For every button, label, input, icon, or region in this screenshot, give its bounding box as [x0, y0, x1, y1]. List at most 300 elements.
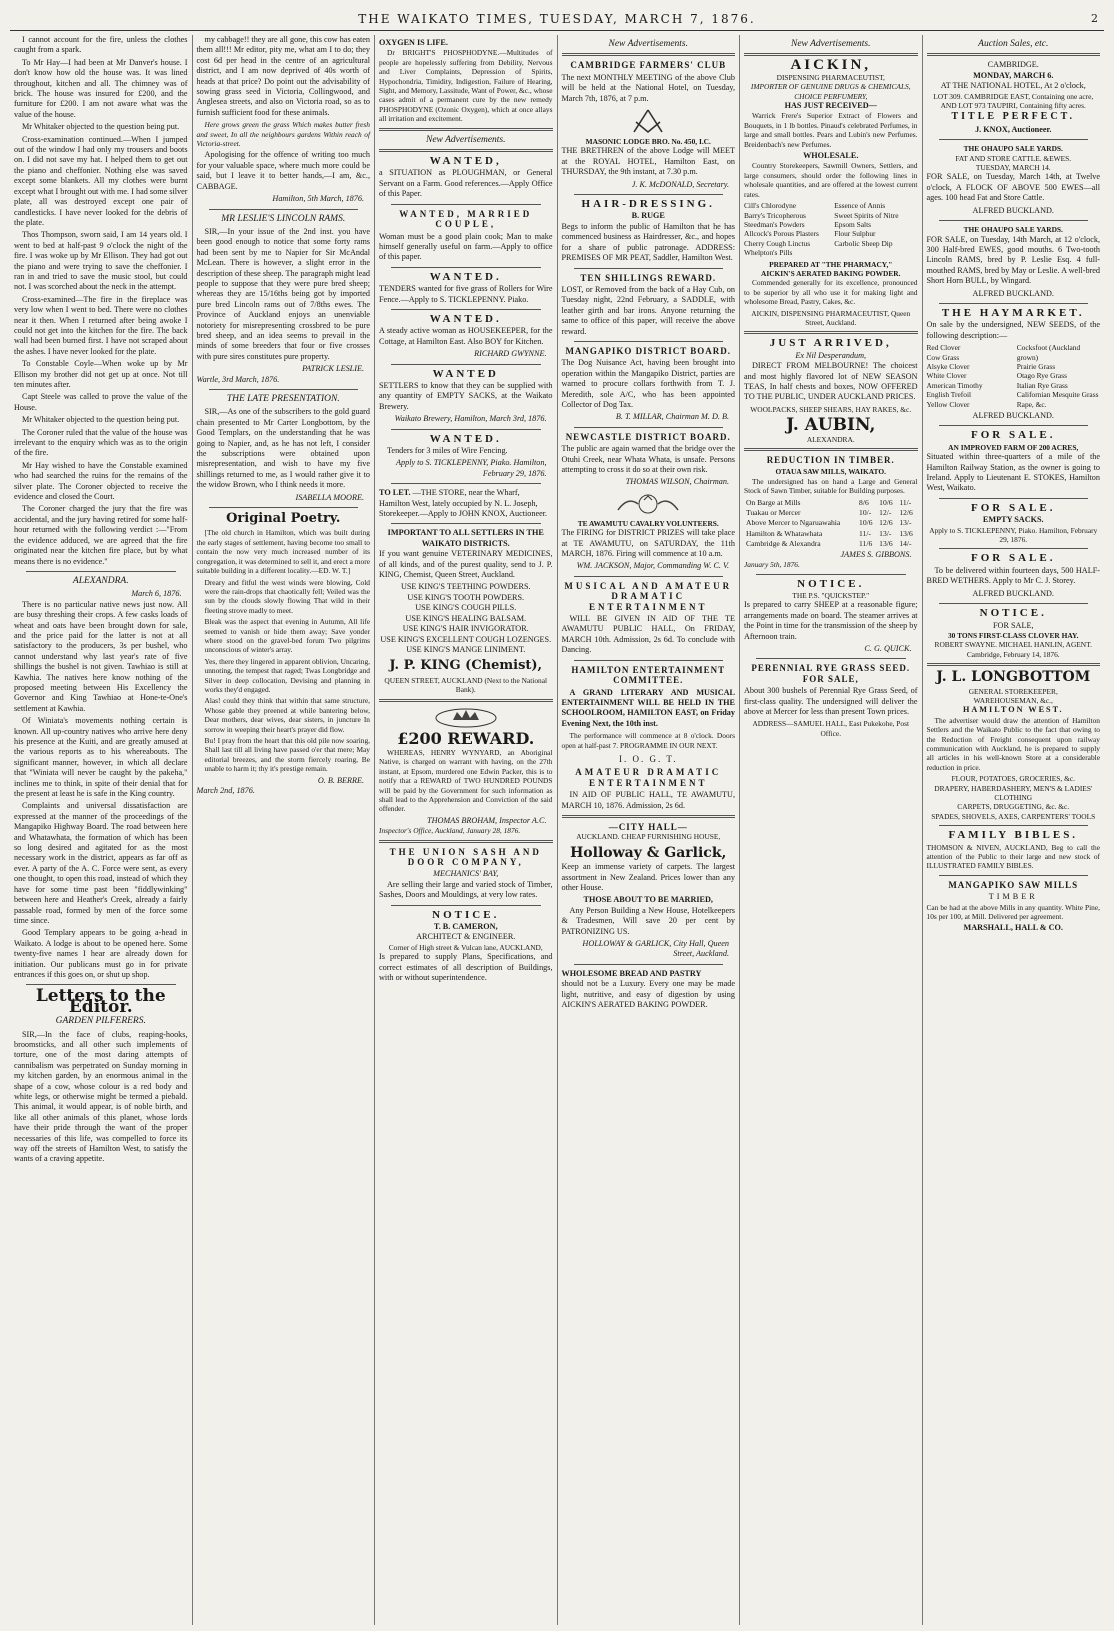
article-paragraph: The Coroner charged the jury that the fire was accidental, and the jury having retired for some half-hour returned with the following verdict :—"From the evidence adduced, we are agreed that the fire originated near the kitchen fire place, but by what means there is no evidence." — [14, 504, 188, 566]
ad-text: Tenders for 3 miles of Wire Fencing. — [387, 446, 508, 455]
ad-title: WANTED, — [429, 155, 502, 168]
article-paragraph: Mr Whitaker objected to the question being put. — [22, 122, 180, 132]
dateline: Hamilton, 5th March, 1876. — [272, 194, 364, 204]
list-item: Flour Sulphur — [834, 229, 876, 239]
ad-subtitle: MONDAY, MARCH 6. — [973, 70, 1054, 80]
ad-newcastle-board — [562, 432, 736, 488]
poem-stanza: Dreary and fitful the west winds were blowing, Cold were the rain-drops that chaotically fell; Veiled was the sun by the clouds slowly flowing That wild in their fleeting strove madly to meet. — [204, 577, 370, 615]
ad-just-arrived — [744, 338, 918, 444]
ad-text: Country Storekeepers, Sawmill Owners, Settlers, and large consumers, should order the following lines in wholesale quantities, and are offered at the lowest current rates. — [744, 161, 918, 199]
price-table — [744, 498, 918, 550]
ad-text: To be delivered within fourteen days, 500 HALF-BRED WETHERS. Apply to Mr C. J. Storey. — [926, 565, 1100, 586]
ad-subtitle: TITLE PERFECT. — [951, 111, 1075, 123]
list-item: Californian Mesquite Grass — [1016, 390, 1099, 400]
article-paragraph: Mr Whitaker objected to the question being put. — [22, 415, 180, 425]
ad-wanted-fencing — [379, 434, 553, 480]
signature: J. K. McDONALD, Secretary. — [631, 179, 729, 189]
ad-title: CAMBRIDGE. — [987, 60, 1039, 70]
ad-phosphodyne — [379, 38, 553, 124]
ad-title: AMATEUR DRAMATIC ENTERTAINMENT — [575, 767, 722, 788]
ad-subtitle: AICKIN'S AERATED BAKING POWDER. — [761, 268, 901, 278]
columns — [10, 35, 1104, 1625]
ad-title: NOTICE. — [432, 908, 500, 921]
signature: WM. JACKSON, Major, Commanding W. C. V. — [576, 561, 729, 571]
article-paragraph: Cross-examined—The fire in the fireplace was very low when I went to bed. There were no clothes near it then. When I returned after being awoke I could not get into the kitchen for the fire. The back wall had been burned first. I have not scraped about the ashes. I have never looked for the plate. — [14, 294, 188, 356]
divider — [927, 663, 1101, 666]
ad-ohaupo-2 — [927, 225, 1101, 299]
table-cell: Hamilton & Whatawhata — [746, 528, 823, 538]
ad-title: PERENNIAL RYE GRASS SEED. FOR SALE, — [751, 663, 911, 684]
ad-subtitle: HAS JUST RECEIVED— — [784, 101, 877, 111]
table-cell: 10/6 — [879, 497, 893, 507]
dateline: March 2nd, 1876. — [196, 786, 255, 796]
table-cell: 14/- — [899, 539, 912, 549]
ad-title: HAIR-DRESSING. — [581, 198, 715, 211]
divider — [209, 389, 359, 390]
ad-title: THE UNION SASH AND DOOR COMPANY, — [389, 846, 542, 867]
ad-text: If you want genuine VETERINARY MEDICINES, of all kinds, and of the purest quality, send to J. P. KING, Chemist, Queen Street, Auckland. — [379, 549, 553, 580]
list-item: Otago Rye Grass — [1016, 371, 1067, 381]
ad-text: IN AID OF PUBLIC HALL, TE AWAMUTU, MARCH 10, 1876. Admission, 2s 6d. — [561, 790, 735, 810]
ad-title: OXYGEN IS LIFE. — [379, 38, 448, 47]
table-cell: 10/6 — [859, 518, 873, 528]
table-cell: 12/6 — [879, 518, 893, 528]
table-cell: 12/6 — [899, 508, 913, 518]
divider — [209, 209, 359, 210]
royal-coat-of-arms-icon — [608, 492, 688, 516]
signature: ALFRED BUCKLAND. — [972, 588, 1054, 598]
list-item: CARPETS, DRUGGETING, &c. &c. — [957, 802, 1070, 812]
signature: THOMAS WILSON, Chairman. — [625, 477, 729, 487]
ad-address: Corner of High street & Vulcan lane, AUCKLAND, — [388, 942, 543, 952]
divider — [379, 840, 553, 843]
divider — [391, 309, 541, 310]
table-cell: Cambridge & Alexandra — [746, 539, 821, 549]
divider — [756, 574, 906, 575]
ad-wethers — [927, 553, 1101, 599]
ad-text: Any Person Building a New House, Hotelkeepers & Tradesmen, Will save 20 per cent by PATRONIZING US. — [561, 905, 735, 936]
ad-title: NEWCASTLE DISTRICT BOARD. — [565, 431, 731, 442]
letter-paragraph: SIR,—In your issue of the 2nd inst. you have been good enough to notice that some forty rams had been sent by me to Napier for Sir McAndal McLean. There is however, a slight error in the description of these sheep. The paragraph might lead people to suppose that they were pure bred sheep; whereas they are 15/16ths being got by imported pure bred Lincoln rams out of 7/8ths ewes. The Province of Auckland enjoys an unenviable notoriety for misrepresenting crossbred to be pure bred sheep, and an idea seems to prevail in the minds of some breeders that four or five crosses with pure sires constitutes pure property. — [196, 226, 370, 361]
divider — [939, 825, 1089, 826]
divider — [379, 149, 553, 152]
article-paragraph: To Mr Hay—I had been at Mr Danver's house. I don't know how old the house was. It was lined throughout, kitchen and all. The chimney was of brick. The house was insured for £200, and the furniture for £200. I am not aware what was the value of the house. — [14, 57, 188, 119]
divider — [379, 699, 553, 702]
divider — [744, 448, 918, 451]
ad-masonic — [562, 108, 736, 190]
letter-paragraph: SIR,—As one of the subscribers to the gold guard chain presented to Mr Carter Longbottom, by the Good Templars, on the understanding that he was going to Napier, and, as he has not left, I consider the subscriptions were obtained upon misrepresentation, and wish to have my five shillings returned to me, as I would rather give it to the widow Brown, who I think needs it more. — [196, 407, 370, 490]
signature: C. G. QUICK. — [864, 643, 912, 653]
divider — [562, 53, 736, 56]
divider — [391, 267, 541, 268]
list-item: Cow Grass — [926, 352, 960, 362]
ad-subtitle: PREPARED AT "THE PHARMACY," — [769, 259, 893, 269]
article-paragraph: Mr Hay wished to have the Constable examined who had searched the ruins for the remains of the silver plate. The Coroner objected to receive the evidence and closed the Court. — [14, 460, 188, 502]
signature: O. B. BERRE. — [317, 775, 364, 785]
ad-title: FOR SALE. — [971, 501, 1056, 514]
ad-text: TENDERS wanted for five grass of Rollers for Wire Fence.—Apply to S. TICKLEPENNY. Piako. — [379, 284, 553, 304]
ad-farm-for-sale — [927, 430, 1101, 493]
ad-title: THE OHAUPO SALE YARDS. — [963, 144, 1063, 154]
column-3 — [375, 35, 558, 1625]
ad-brand: T. B. CAMERON, — [433, 922, 498, 932]
list-item: USE KING'S TOOTH POWDERS. — [407, 592, 525, 602]
column-5 — [740, 35, 923, 1625]
table-cell: 13/- — [899, 518, 912, 528]
table-cell: 13/6 — [899, 528, 913, 538]
ad-subtitle: ALEXANDRA. — [806, 434, 855, 444]
ad-wanted-ploughman — [379, 156, 553, 200]
table-cell: 12/- — [879, 508, 892, 518]
ad-text: Is prepared to carry SHEEP at a reasonable figure; arrangements made on board. The steamer arrives at the Point in time for the transmission of the sheep by Afternoon train. — [744, 600, 918, 641]
ad-subtitle: FAT AND STORE CATTLE. &EWES. — [955, 153, 1072, 163]
product-list — [379, 582, 553, 655]
dateline: Wartle, 3rd March, 1876. — [196, 374, 280, 384]
ad-text: LOST, or Removed from the back of a Hay Cub, on Tuesday night, 22nd February, a SADDLE, with leather girth and bar irons. Anyone returning the same to office of this paper, will receive the above reward. — [561, 284, 735, 336]
ad-title: THE HAYMARKET. — [941, 306, 1085, 319]
ad-text: About 300 bushels of Perennial Rye Grass Seed, of first-class quality. The undersigned will deliver the above at Mercer for less than present Town prices. — [744, 686, 918, 716]
ad-subtitle: EMPTY SACKS. — [982, 515, 1044, 525]
ad-title: TEN SHILLINGS REWARD. — [580, 272, 717, 283]
ad-hamilton-entertainment — [562, 665, 736, 750]
ad-subtitle: WHOLESALE. — [803, 151, 859, 161]
ad-title: REDUCTION IN TIMBER. — [766, 455, 895, 466]
divider — [939, 220, 1089, 221]
list-item: English Trefoil — [926, 390, 972, 400]
table-cell: 11/- — [859, 528, 871, 538]
article-paragraph: The Coroner ruled that the value of the house was irrelevant to the enquiry which was as to the origin of the fire. — [14, 427, 188, 458]
article-paragraph: Capt Steele was called to prove the value of the House. — [14, 392, 188, 412]
divider — [391, 204, 541, 205]
ad-subtitle: IMPORTER OF GENUINE DRUGS & CHEMICALS, CHOICE PERFUMERY, — [750, 82, 911, 101]
ad-title: CAMBRIDGE FARMERS' CLUB — [570, 60, 727, 71]
table-cell: 13/- — [879, 528, 892, 538]
signature: THOMAS BROHAM, Inspector A.C. — [427, 815, 547, 825]
ad-address: AICKIN, DISPENSING PHARMACEUTIST, Queen Street, Auckland. — [751, 308, 911, 327]
signature: JAMES S. GIBBONS. — [840, 549, 912, 559]
ad-text: The FIRING for DISTRICT PRIZES will take place at TE AWAMUTU, on SATURDAY, the 11th MARCH, 1876. Firing will commence at 10 a.m. — [561, 528, 735, 559]
ad-brand: Holloway & Garlick, — [570, 844, 727, 861]
list-item: USE KING'S COUGH PILLS. — [415, 603, 517, 613]
ad-text: The next MONTHLY MEETING of the above Club will be held at the National Hotel, on Tuesday, March 7th, 1876, at 7 p.m. — [561, 72, 735, 103]
ad-wanted-housekeeper — [379, 314, 553, 360]
ad-text: A GRAND LITERARY AND MUSICAL ENTERTAINMENT WILL BE HELD IN THE SCHOOLROOM, HAMILTON EAST, on Friday Evening Next, the 10th inst. — [561, 687, 735, 728]
ad-longbottom — [926, 669, 1101, 821]
ad-title: NOTICE. — [797, 577, 865, 590]
divider — [756, 658, 906, 659]
ad-mangapiko-saw-mills — [927, 880, 1101, 934]
ad-subtitle: OTAUA SAW MILLS, WAIKATO. — [775, 467, 886, 477]
ad-text: AT THE NATIONAL HOTEL, At 2 o'clock, — [940, 81, 1086, 91]
section-heading-new-ads: New Advertisements. — [790, 39, 871, 49]
ad-title: WANTED. — [429, 270, 502, 283]
divider — [939, 425, 1089, 426]
signature: ADDRESS—SAMUEL HALL, East Pukekohe, Post Office. — [752, 719, 910, 738]
ad-musical-entertainment — [562, 581, 736, 656]
ad-quickstep — [744, 579, 918, 655]
ad-reward — [379, 706, 553, 836]
signature: Waikato Brewery, Hamilton, March 3rd, 1876. — [394, 414, 547, 424]
table-cell: 11/- — [899, 497, 912, 507]
ad-text: A steady active woman as HOUSEKEEPER, for the Cottage, at Hamilton East. Also BOY for Kitchen. — [379, 326, 553, 346]
ad-subtitle: MECHANICS' BAY, — [433, 869, 499, 879]
ad-subtitle: DISPENSING PHARMACEUTIST, — [776, 72, 885, 82]
ad-king-chemist — [379, 528, 553, 694]
table-cell: 13/6 — [879, 539, 893, 549]
divider — [939, 603, 1089, 604]
column-1 — [10, 35, 193, 1625]
section-heading-garden: GARDEN PILFERERS. — [55, 1016, 146, 1027]
ad-text: Situated within three-quarters of a mile of the Hamilton Railway Station, as the owner is going to Ireland. Apply to Lieutenant E. STOKES, Hamilton West, Waikato. — [926, 452, 1100, 493]
ad-cameron — [379, 910, 553, 984]
divider — [574, 268, 724, 269]
ad-title: FOR SALE. — [971, 429, 1056, 442]
ad-subtitle: FOR SALE, — [993, 620, 1034, 630]
ad-title: MASONIC LODGE BRO. No. 450, I.C. — [585, 137, 711, 147]
ad-text: Commended generally for its excellence, pronounced to be superior by all who use it for making light and wholesome Bread, Pastry, Cakes, &c. — [744, 278, 918, 307]
poetry-heading: Original Poetry. — [226, 511, 341, 527]
list-item: Epsom Salts — [834, 219, 872, 229]
signature: RICHARD GWYNNE. — [474, 349, 547, 359]
list-item: Prairie Grass — [1016, 361, 1056, 371]
ad-text: a SITUATION as PLOUGHMAN, or General Servant on a Farm. Good references.—Apply Office of this Paper. — [379, 168, 553, 199]
list-item: USE KING'S MANGE LINIMENT. — [406, 644, 526, 654]
list-item: SPADES, SHOVELS, AXES, CARPENTERS' TOOLS — [931, 811, 1096, 821]
dateline: Inspector's Office, Auckland, January 28, 1876. — [379, 826, 521, 836]
article-paragraph: Good Templary appears to be going a-head in Waikato. A lodge is about to be opened here. Some twenty-five names I hear are already down for initiation. Our publicans must go in for private entrances if this goes on, or shut up shop. — [14, 928, 188, 979]
ad-title: WANTED — [432, 367, 499, 380]
ad-wanted-tenders — [379, 272, 553, 305]
ad-title: TE AWAMUTU CAVALRY VOLUNTEERS. — [577, 518, 719, 528]
iogt-heading: I. O. G. T. — [619, 753, 678, 764]
list-item: USE KING'S HEALING BALSAM. — [405, 613, 527, 623]
ad-subtitle: TIMBER — [988, 892, 1038, 902]
table-cell: 10/- — [859, 508, 872, 518]
list-item: USE KING'S EXCELLENT COUGH LOZENGES. — [380, 634, 552, 644]
ad-text: Begs to inform the public of Hamilton that he has commenced business as Hairdresser, &c., and hopes for a share of public patronage. ADDRESS: PREMISES OF MR PEAT, Saddler, Hamilton West. — [561, 221, 735, 263]
list-item: Carbolic Sheep Dip — [834, 238, 893, 248]
ad-bread — [562, 969, 736, 1011]
list-item: DRAPERY, HABERDASHERY, MEN'S & LADIES' CLOTHING — [934, 783, 1093, 802]
divider — [939, 498, 1089, 499]
table-cell: 8/6 — [859, 497, 869, 507]
article-paragraph: Complaints and universal dissatisfaction are expressed at the manner of the proceedings of the Mangapiko Highway Board. The road between here and Whatawhata, the formation of which has been so long desired and agitated for as the most necessary work in the district, appears as far off as ever. A party of the A. C. Force were sent, as every one thought, to open this road, instead of which they have for some time past been "fiddlywinking" between here and Heather's Creek, already a fairly passable road, formed by men of the force some time since. — [14, 801, 188, 925]
list-item: Red Clover — [926, 343, 961, 353]
article-paragraph: I cannot account for the fire, unless the clothes caught from a spark. — [14, 35, 188, 55]
list-item: Allcock's Porous Plasters — [744, 229, 819, 239]
ad-subtitle: HAMILTON WEST. — [963, 705, 1064, 715]
ad-title: THE OHAUPO SALE YARDS. — [963, 225, 1063, 235]
ad-subtitle: Ex Nil Desperandum, — [795, 350, 867, 360]
section-heading-alexandra: ALEXANDRA. — [72, 575, 129, 586]
ad-wanted-couple — [379, 209, 553, 263]
ad-subtitle: THOSE ABOUT TO BE MARRIED, — [583, 895, 713, 905]
verse: Here grows green the grass Which makes butter fresh and sweet, In all the neighbours gardens Within reach of Victoria-street. — [196, 120, 370, 149]
ad-title: £200 REWARD. — [397, 728, 535, 748]
letter-paragraph: Apologising for the offence of writing too much for your valuable space, where much more could be said, but I leave it to better hands,—I am, &c., CABBAGE. — [196, 150, 370, 191]
ad-text: The performance will commence at 8 o'clock. Doors open at half-past 7. PROGRAMME IN OUR NEXT. — [561, 731, 735, 750]
signature: PATRICK LESLIE. — [302, 364, 364, 374]
list-item: USE KING'S HAIR INVIGORATOR. — [402, 624, 529, 634]
ad-text: The advertiser would draw the attention of Hamilton Settlers and the Waikato Public to the fact that owing to the Reduction of Freight consequent upon railway communication with Auckland, he is prepared to supply all articles in his well-known Store at a considerable reduction in price. — [926, 715, 1100, 772]
list-item: Whelpton's Pills — [744, 248, 793, 258]
ad-text: Can be had at the above Mills in any quantity. White Pine, 10s per 100, at Mill. Delivered per agreement. — [926, 902, 1100, 922]
ad-ohaupo-1 — [927, 144, 1101, 216]
ad-title: MANGAPIKO DISTRICT BOARD. — [565, 345, 732, 356]
divider — [391, 429, 541, 430]
article-paragraph: Of Winiata's movements nothing certain is known. All up-country natives who arrive here deny his presence at the Kuiti, and are greatly amused at the various reports as to his whereabouts. The significant manner, however, in which all declare that "Winiata will never be caught by the pakeha," inclines me to think, in spite of their denial that for the present at least he is safe in the King country. — [14, 716, 188, 799]
table-cell: 11/6 — [859, 539, 873, 549]
ad-text: On sale by the undersigned, NEW SEEDS, of the following description:— — [926, 320, 1100, 340]
poem-stanza: Bu! I pray from the heart that this old pile now soaring, Shall last till all living have passed o'er that mere; May editorial breezes, and the storm fiercely roaring, Be unable to harm it; thy it's prestige remain. — [204, 736, 370, 774]
list-item: USE KING'S TEETHING POWDERS. — [400, 582, 531, 592]
ad-text: WHEREAS, HENRY WYNYARD, an Aboriginal Native, is charged on warrant with having, on the 27th instant, at Epsom, murdered one Edwin Packer, this is to notify that a REWARD of TWO HUNDRED POUNDS will be paid by the Government for such information as shall lead to the Apprehension and Conviction of the said offender. — [379, 747, 553, 814]
product-list — [927, 774, 1101, 821]
column-4 — [558, 35, 741, 1625]
table-row — [744, 529, 918, 539]
ad-text: —THE STORE, near the Wharf, Hamilton West, lately occupied by N. L. Joseph, Storekeeper.—Apply to JOHN KNOX, Auctioneer. — [379, 488, 548, 519]
section-heading-leslie: MR LESLIE'S LINCOLN RAMS. — [221, 213, 346, 224]
ad-text: SETTLERS to know that they can be supplied with any quantity of EMPTY SACKS, at the Waikato Brewery. — [379, 380, 553, 411]
ad-amateur-dramatic — [562, 767, 736, 811]
list-item: White Clover — [926, 371, 967, 381]
divider — [391, 905, 541, 906]
ad-empty-sacks — [927, 503, 1101, 545]
ad-to-let — [379, 488, 553, 519]
divider — [574, 341, 724, 342]
ad-text: DIRECT FROM MELBOURNE! The choicest and most highly flavored lot of NEW SEASON TEAS, In half chests and boxes, NOW OFFERED TO THE PUBLIC, UNDER AUCKLAND PRICES. — [744, 361, 918, 402]
ad-subtitle: TUESDAY, MARCH 14. — [975, 163, 1051, 173]
ad-subtitle: WOOLPACKS, SHEEP SHEARS, HAY RAKES, &c. — [750, 404, 912, 414]
list-item: Rape, &c. — [1016, 399, 1047, 409]
list-item: Steedman's Powders — [744, 219, 805, 229]
ad-title: FOR SALE. — [971, 552, 1056, 565]
list-item: Cherry Cough Linctus — [744, 238, 811, 248]
table-cell: On Barge at Mills — [746, 497, 801, 507]
ad-title: TO LET. — [379, 488, 411, 498]
letters-heading: Letters to the Editor. — [35, 986, 166, 1017]
signature: B. T. MILLAR, Chairman M. D. B. — [615, 412, 729, 422]
table-row — [744, 518, 918, 528]
ad-title: HAMILTON ENTERTAINMENT COMMITTEE. — [571, 664, 726, 686]
ad-mangapiko-board — [562, 346, 736, 423]
divider — [379, 128, 553, 131]
ad-title: MANGAPIKO SAW MILLS — [948, 879, 1079, 890]
ad-haymarket — [927, 308, 1101, 421]
signature: ALFRED BUCKLAND. — [972, 205, 1054, 215]
column-2 — [193, 35, 376, 1625]
article-paragraph: Cross-examination continued.—When I jumped out of the window I had only my trousers and boots on. I did not save my hat. I helped them to get out the piano and cheffonier. Nothing else was saved except some blankets. All my clothes were burnt except what I brought out with me. I had some silver plate, all was destroyed except one pair of candlesticks. I have never looked for the debris of the plate. — [14, 134, 188, 227]
ad-hairdressing — [562, 199, 736, 263]
table-row — [744, 539, 918, 549]
ad-title: JUST ARRIVED, — [769, 337, 892, 350]
column-6 — [923, 35, 1105, 1625]
ad-title: WANTED. — [429, 432, 502, 445]
signature: ALFRED BUCKLAND. — [972, 411, 1054, 420]
letter-paragraph: SIR,—In the face of clubs, reaping-hooks, broomsticks, and all other such implements of torture, one of the most daring attempts of cannibalism was perpetrated on Sunday morning in my kitchen garden, by an enormous animal in the shape of a cow, whose colour is a red body and white legs, or otherwise might be termed a piebald. This animal, it would appear, is of noble birth, and like all other animals of this planet, whose lords have their pride through the want of the proper necessaries of this life, was compelled to force its way off the streets of Hamilton West, to satisfy the wants of a craving appetite. — [14, 1029, 188, 1164]
list-item: FLOUR, POTATOES, GROCERIES, &c. — [951, 774, 1075, 784]
list-item: Sweet Spirits of Nitre — [834, 210, 899, 220]
dateline: March 6, 1876. — [131, 589, 182, 599]
ad-aickin — [744, 57, 918, 327]
table-cell: Above Mercer to Ngaruawahia — [746, 518, 841, 528]
ad-text: Woman must be a good plain cook; Man to make himself generally useful on farm.—Apply to office of this paper. — [379, 231, 553, 262]
ad-text: Keep an immense variety of carpets. The largest assortment in New Zealand. Prices lower than any other House. — [561, 862, 735, 892]
signature: MARSHALL, HALL & CO. — [963, 923, 1063, 933]
ad-text: FOR SALE, on Tuesday, 14th March, at 12 o'clock, 300 Half-bred EWES, good mouths. 6 Two-tooth Lincoln RAMS, bred by P. Leslie Esq. 4 full-mouthed RAMS, bred by May or Leslie. A well-bred Short Horn BULL, by Wingard. — [926, 234, 1100, 286]
list-item: American Timothy — [926, 380, 983, 390]
ad-brand: J. AUBIN, — [786, 415, 876, 436]
ad-rye-grass — [744, 663, 918, 738]
ad-wanted-settlers — [379, 369, 553, 425]
signature: Apply to S. TICKLEPENNY, Piako. Hamilton, February 29, 1876. — [396, 458, 547, 478]
divider — [391, 523, 541, 524]
list-item: Essence of Annis — [834, 201, 886, 211]
ad-subtitle: GENERAL STOREKEEPER, — [968, 686, 1058, 696]
signature: J. KNOX, Auctioneer. — [975, 124, 1052, 134]
ad-farmers-club — [562, 60, 736, 104]
ad-text: Dr BRIGHT'S PHOSPHODYNE.—Multitudes of people are hopelessly suffering from Debility, Nervous and Liver Complaints, Depression of Spirits, Hypochondria, Timidity, Indigestion, Failure of Hearing, Sight, and Memory, Lassitude, Want of Power, &c., whose cases admit of a permanent cure by the new remedy PHOSPHODYNE (Ozonic Oxygen), which at once allays all irritation and excitement. — [379, 48, 553, 124]
list-item: Alsyke Clover — [926, 361, 970, 371]
divider — [939, 548, 1089, 549]
signature: Apply to S. TICKLEPENNY, Piako. Hamilton, February 29, 1876. — [929, 525, 1098, 545]
ad-subtitle: WAREHOUSEMAN, &c., — [973, 695, 1053, 705]
ad-text: The Dog Nuisance Act, having been brought into operation within the Mangapiko District, parties are warned to procure collars forthwith from T. J. Meredith, sole A/C, who has been appointed Collector of Dog Tax. — [561, 358, 735, 409]
list-item: Italian Rye Grass — [1016, 380, 1068, 390]
divider — [744, 53, 918, 56]
divider — [574, 964, 724, 965]
masonic-square-compass-icon — [628, 108, 668, 134]
letter-paragraph: my cabbage!! they are all gone, this cow has eaten them all!!! Mr editor, pity me, what am I to do; they cost 6d per head in the centre of an agricultural district, and I am now deprived of 40s worth of heads at that price? Do point out the advisability of sowing grass seed in Victoria, Collingwood, and Anglesea streets, and also on Victoria road, so as to furnish sufficient food for these animals. — [196, 35, 370, 117]
article-paragraph: To Constable Coyle—When woke up by Mr Ellison my brother did not get up at once. Not till ten minutes after. — [14, 359, 188, 389]
divider — [391, 364, 541, 365]
divider — [939, 303, 1089, 304]
signature: ROBERT SWAYNE. MICHAEL HANLIN, AGENT. Cambridge, February 14, 1876. — [934, 640, 1092, 659]
ad-text: Warrick Frere's Superior Extract of Flowers and Bouquets, in 1 lb bottles. Pinaud's celebrated Perfumes, in large and small bottles. Pears and Lubin's new Perfumes. Breidenbach's new Perfumes. — [744, 111, 918, 149]
ad-text: WILL BE GIVEN IN AID OF THE TE AWAMUTU PUBLIC HALL, On FRIDAY, MARCH 10th. Admission, 2s 6d. To conclude with Dancing. — [561, 614, 735, 655]
ad-timber — [744, 455, 918, 569]
divider — [939, 875, 1089, 876]
ad-text: LOT 309. CAMBRIDGE EAST, Containing one acre, — [933, 91, 1094, 101]
ad-title: AICKIN, — [790, 57, 872, 74]
divider — [574, 194, 724, 195]
list-item: Yellow Clover — [926, 399, 970, 409]
divider — [744, 331, 918, 334]
ad-address: QUEEN STREET, AUCKLAND (Next to the National Bank). — [384, 675, 548, 695]
ad-text: THE BRETHREN of the above Lodge will MEET at the ROYAL HOTEL, Hamilton East, on THURSDAY, the 9th instant, at 7.30 p.m. — [561, 146, 735, 177]
ad-title: WANTED. — [429, 312, 502, 325]
crown-crest-icon — [431, 706, 501, 728]
ad-text: THOMSON & NIVEN, AUCKLAND, Beg to call the attention of the Public to their large and new stock of ILLUSTRATED FAMILY BIBLES. — [926, 842, 1100, 871]
table-row — [744, 508, 918, 518]
ad-text: FOR SALE, on Tuesday, March 14th, at Twelve o'clock, A FLOCK OF ABOVE 500 EWES—all ages. 100 head Fat and Store Cattle. — [926, 172, 1100, 203]
ad-union-sash — [379, 847, 553, 901]
page-number: 2 — [1091, 12, 1098, 25]
section-heading-auction: Auction Sales, etc. — [978, 39, 1049, 49]
ad-ten-shillings — [562, 273, 736, 337]
ad-title: —CITY HALL— — [608, 821, 688, 832]
divider — [209, 507, 359, 508]
ad-cavalry — [562, 492, 736, 572]
ad-title: FAMILY BIBLES. — [948, 829, 1079, 842]
ad-clover-hay — [927, 608, 1101, 659]
section-heading-presentation: THE LATE PRESENTATION. — [226, 394, 340, 404]
poem-stanza: Bleak was the aspect that evening in Autumn, All life seemed to vanish or hide them away; Save yonder where stood on the gravel-bed forum Two pilgrims unconscious of winter's array. — [204, 617, 370, 655]
dateline: January 5th, 1876. — [744, 560, 800, 570]
masthead-title: THE WAIKATO TIMES, TUESDAY, MARCH 7, 1876. — [358, 12, 756, 26]
ad-text: Is prepared to supply Plans, Specifications, and correct estimates of all description of Buildings, with or without superintendence. — [379, 952, 553, 983]
divider — [927, 53, 1101, 56]
